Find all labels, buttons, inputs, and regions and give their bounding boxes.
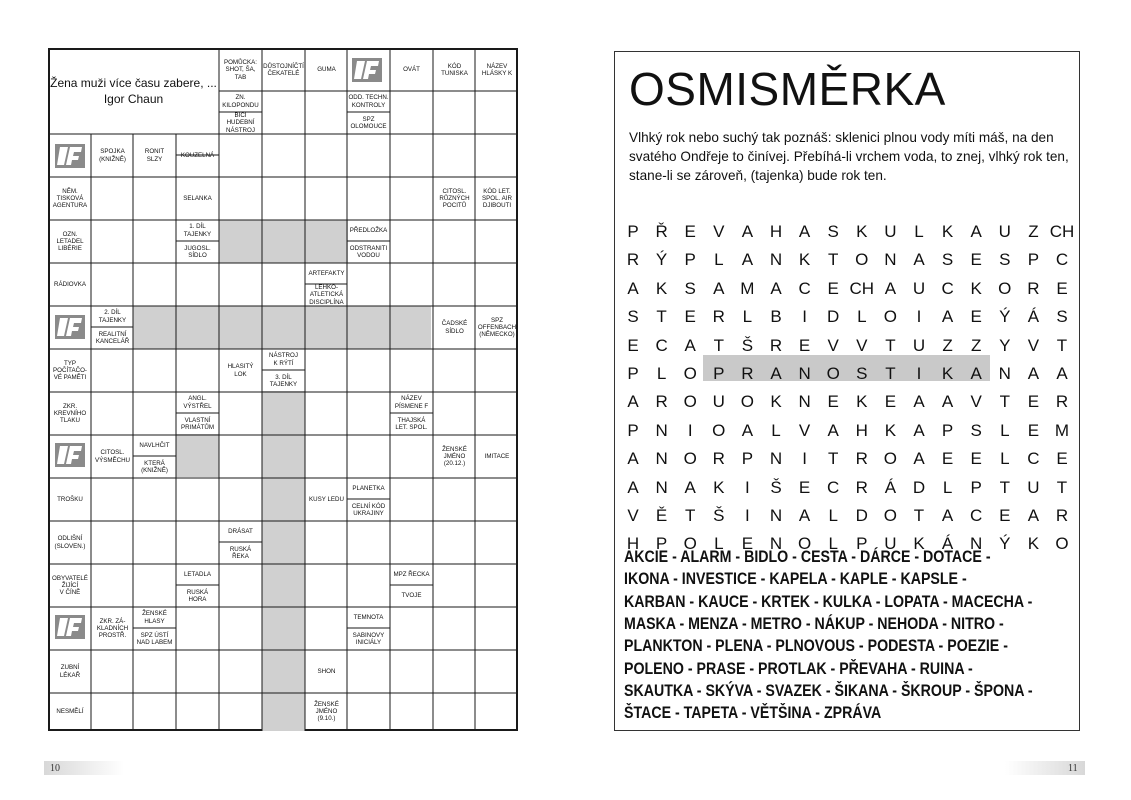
clue-cell: LEHKO- ATLETICKÁ DISCIPLÍNA <box>309 284 344 306</box>
grid-letter: I <box>802 449 807 469</box>
grid-letter: L <box>714 534 724 554</box>
grid-letter: A <box>627 449 639 469</box>
grid-letter: S <box>999 250 1011 270</box>
grid-letter: N <box>798 392 811 412</box>
clue-cell: THAJSKÁ LET. SPOL. <box>395 416 428 431</box>
clue-cell: TYP POČÍTAČO- VÉ PAMĚTI <box>53 359 87 382</box>
clue-cell: DŮSTOJNÍČTÍ ČEKATELÉ <box>263 62 304 77</box>
grid-letter: A <box>941 506 954 525</box>
clue-cell: NÁZEV HLÁSKY K <box>481 62 513 77</box>
grid-letter: Š <box>713 506 725 525</box>
grid-letter: N <box>769 449 783 469</box>
grid-letter: U <box>912 278 926 298</box>
grid-letter: A <box>770 278 782 298</box>
page-title: OSMISMĚRKA <box>629 63 946 115</box>
clue-cell: SPZ OFFENBACH (NĚMECKO) <box>477 316 517 339</box>
grid-letter: A <box>1027 506 1040 525</box>
grid-letter: A <box>741 420 754 440</box>
clue-cell: NÁSTROJ K RÝTÍ <box>269 352 298 367</box>
grid-letter: Z <box>970 335 982 355</box>
grid-letter: P <box>713 364 725 383</box>
clue-cell: ARTEFAKTY <box>308 269 345 277</box>
grid-letter: D <box>827 307 840 327</box>
grid-letter: A <box>627 477 639 497</box>
grid-letter: L <box>771 420 781 440</box>
clue-cell: SHON <box>317 667 336 675</box>
grid-letter: R <box>855 449 868 469</box>
grid-letter: A <box>684 335 696 355</box>
word-list-line: MASKA - MENZA - METRO - NÁKUP - NEHODA - NITRO - <box>624 614 1004 633</box>
grid-letter: T <box>913 506 925 525</box>
grid-letter: C <box>1055 250 1069 270</box>
grid-letter: A <box>741 222 754 241</box>
grid-letter: R <box>626 250 640 270</box>
grid-letter: O <box>797 534 812 554</box>
clue-cell: VLASTNÍ PRIMÁTŮM <box>181 416 214 431</box>
clue-cell: POMŮCKA: SHOT, ŠA, TAB <box>223 59 257 81</box>
clue-cell: ŽENSKÉ JMÉNO (9.10.) <box>314 700 339 723</box>
clue-cell: SPZ ÚSTÍ NAD LABEM <box>136 631 173 646</box>
grid-letter: E <box>627 335 639 355</box>
word-list-line: KARBAN - KAUCE - KRTEK - KULKA - LOPATA - MACECHA - <box>624 592 1033 611</box>
clue-cell: TEMNOTA <box>353 613 384 621</box>
grid-letter: E <box>1056 278 1068 298</box>
clue-cell: TROŠKU <box>57 495 83 503</box>
clue-cell: MPZ ŘECKA <box>393 570 430 578</box>
clue-cell: ŽENSKÉ HLASY <box>142 610 167 625</box>
grid-letter: C <box>827 477 840 497</box>
clue-cell: CITOSL. RŮZNÝCH POCITŮ <box>439 187 470 210</box>
grid-letter: U <box>712 392 725 412</box>
grid-letter: R <box>1027 278 1040 298</box>
grid-letter: D <box>855 506 868 525</box>
clue-cell: 3. DÍL TAJENKY <box>269 373 298 388</box>
grid-letter: O <box>1055 534 1069 554</box>
puzzle-clue: Vlhký rok nebo suchý tak poznáš: sklenici plnou vody míti máš, na den svatého Ondřeje to činívej. Přebíhá-li vrchem voda, to znej, vlhký rok ten, stane-li se zároveň, (tajenka) bude rok ten. <box>629 130 1069 183</box>
grid-letter: U <box>998 222 1011 241</box>
clue-cell: SELANKA <box>183 194 212 202</box>
grid-letter: P <box>684 250 696 270</box>
word-list-line: ŠTACE - TAPETA - VĚTŠINA - ZPRÁVA <box>624 704 882 723</box>
clue-cell: OZN. LETADEL LIBÉRIE <box>56 230 84 253</box>
grid-letter: A <box>627 392 639 412</box>
grid-letter: U <box>884 222 897 241</box>
grid-letter: P <box>1027 250 1040 270</box>
grid-letter: CH <box>849 278 875 298</box>
grid-letter: H <box>626 534 640 554</box>
grid-letter: Ý <box>999 534 1011 554</box>
clue-cell: OBYVATELÉ ŽIJÍCÍ V ČÍNĚ <box>52 574 88 597</box>
grid-letter: N <box>769 534 783 554</box>
grid-letter: A <box>913 392 925 412</box>
grid-letter: E <box>1056 449 1068 469</box>
grid-letter: O <box>883 449 897 469</box>
grid-letter: L <box>1000 420 1010 440</box>
grid-letter: A <box>627 278 639 298</box>
grid-letter: O <box>740 392 754 412</box>
grid-letter: K <box>941 364 954 383</box>
grid-letter: Á <box>1027 307 1040 327</box>
grid-letter: S <box>970 420 982 440</box>
clue-cell: LETADLA <box>183 570 212 578</box>
grid-letter: E <box>798 477 811 497</box>
grid-letter: P <box>627 222 639 241</box>
grid-letter: T <box>827 449 839 469</box>
grid-letter: A <box>798 506 811 525</box>
grid-letter: C <box>1027 449 1040 469</box>
grid-letter: E <box>999 506 1011 525</box>
clue-cell: PŘEDLOŽKA <box>349 226 388 234</box>
grid-letter: M <box>1054 420 1070 440</box>
grid-letter: P <box>627 420 639 440</box>
grid-letter: V <box>856 335 868 355</box>
grid-letter: Á <box>884 477 897 497</box>
clue-cell: NĚM. TISKOVÁ AGENTURA <box>52 187 88 210</box>
grid-letter: A <box>884 278 897 298</box>
grid-letter: K <box>970 278 982 298</box>
grid-letter: Ě <box>655 506 668 525</box>
grid-letter: H <box>855 420 868 440</box>
grid-letter: N <box>655 420 668 440</box>
grid-letter: K <box>1027 534 1040 554</box>
grid-letter: N <box>998 364 1011 383</box>
grid-letter: A <box>941 392 954 412</box>
word-list-line: POLENO - PRASE - PROTLAK - PŘEVAHA - RUINA - <box>624 659 973 678</box>
grid-letter: Š <box>741 335 754 355</box>
grid-letter: P <box>856 534 868 554</box>
word-list-line: SKAUTKA - SKÝVA - SVAZEK - ŠIKANA - ŠKROUP - ŠPONA - <box>624 681 1033 700</box>
grid-letter: P <box>970 477 982 497</box>
clue-cell: PLANETKA <box>352 484 385 492</box>
grid-letter: R <box>1055 392 1069 412</box>
grid-letter: K <box>798 250 811 270</box>
clue-cell: ODD. TECHN. KONTROLY <box>348 94 389 109</box>
grid-letter: S <box>627 307 639 327</box>
grid-letter: U <box>912 335 926 355</box>
grid-letter: A <box>913 449 925 469</box>
clue-cell: KÓD LET. SPOL. AIR DJIBOUTI <box>482 187 512 210</box>
grid-letter: I <box>745 506 750 525</box>
clue-cell: ZKR. KREVNÍHO TLAKU <box>53 402 87 425</box>
grid-letter: C <box>798 278 811 298</box>
grid-letter: T <box>999 477 1010 497</box>
grid-letter: Ý <box>999 307 1011 327</box>
grid-letter: K <box>913 534 925 554</box>
grid-letter: O <box>683 392 697 412</box>
word-list-line: AKCIE - ALARM - BIDLO - CESTA - DÁRCE - DOTACE - <box>624 548 991 566</box>
grid-letter: Ý <box>655 250 668 270</box>
grid-letter: I <box>916 364 922 383</box>
grid-letter: S <box>941 250 954 270</box>
grid-letter: R <box>712 449 725 469</box>
clue-cell: SABINOVY INICIÁLY <box>352 631 385 646</box>
grid-letter: O <box>683 364 697 383</box>
grid-letter: Z <box>1028 222 1039 241</box>
grid-letter: T <box>999 392 1010 412</box>
grid-letter: E <box>970 449 982 469</box>
grid-letter: S <box>684 278 696 298</box>
grid-letter: O <box>712 420 726 440</box>
grid-letter: O <box>883 307 897 327</box>
grid-letter: E <box>827 278 839 298</box>
clue-cell: ODLIŠNÍ (SLOVEN.) <box>54 535 86 550</box>
grid-letter: O <box>855 250 869 270</box>
grid-letter: Z <box>942 335 953 355</box>
grid-letter: A <box>913 420 925 440</box>
clue-cell: OVÁT <box>403 66 420 74</box>
clue-cell: KOUZELNÁ <box>180 151 215 159</box>
grid-letter: M <box>740 278 755 298</box>
grid-letter: T <box>713 335 724 355</box>
grid-letter: E <box>741 534 754 554</box>
grid-letter: V <box>713 222 725 241</box>
grid-letter: K <box>770 392 782 412</box>
grid-letter: L <box>914 222 924 241</box>
grid-letter: A <box>970 364 982 383</box>
grid-letter: O <box>826 364 840 383</box>
grid-letter: A <box>1027 364 1040 383</box>
grid-letter: K <box>655 278 668 298</box>
logo-icon <box>52 440 88 470</box>
grid-letter: Š <box>770 477 782 497</box>
grid-letter: V <box>1027 335 1040 355</box>
clue-cell: RUSKÁ HORA <box>186 588 209 603</box>
grid-letter: L <box>742 307 753 327</box>
clue-cell: ZKR. ZÁ- KLADNÍCH PROSTŘ. <box>96 617 129 640</box>
clue-cell: SPZ OLOMOUCE <box>350 115 387 130</box>
clue-cell: 1. DÍL TAJENKY <box>183 223 212 238</box>
clue-cell: DRÁSAT <box>228 527 253 535</box>
clue-cell: CITOSL. VÝSMĚCHU <box>94 449 131 464</box>
word-list-line: PLANKTON - PLENA - PLNOVOUS - PODESTA - POEZIE - <box>624 637 1008 656</box>
clue-cell: ŽENSKÉ JMÉNO (20.12.) <box>442 445 467 468</box>
grid-letter: V <box>798 420 811 440</box>
grid-letter: A <box>798 222 811 241</box>
clue-cell: RÁDIOVKA <box>54 280 86 288</box>
clue-cell: NAVLHČIT <box>139 441 170 449</box>
grid-letter: I <box>916 307 922 327</box>
clue-cell: ZUBNÍ LÉKAŘ <box>59 664 81 679</box>
grid-letter: S <box>1056 307 1068 327</box>
clue-cell: ČADSKÉ SÍDLO <box>441 320 468 335</box>
clue-cell: NÁZEV PÍSMENE F <box>394 395 429 410</box>
grid-letter: E <box>941 449 954 469</box>
grid-letter: L <box>942 477 953 497</box>
logo-icon <box>52 612 88 642</box>
grid-letter: E <box>970 250 982 270</box>
grid-letter: P <box>741 449 754 469</box>
clue-cell: KÓD TUNISKA <box>441 62 468 77</box>
grid-letter: L <box>828 534 838 554</box>
grid-letter: H <box>769 222 783 241</box>
grid-letter: A <box>770 364 782 383</box>
clue-cell: JUGOSL. SÍDLO <box>184 244 211 259</box>
grid-letter: L <box>828 506 838 525</box>
grid-letter: N <box>970 534 983 554</box>
grid-letter: A <box>741 250 754 270</box>
clue-cell: CELNÍ KÓD UKRAJINY <box>351 502 386 517</box>
grid-letter: E <box>1027 420 1040 440</box>
grid-letter: Á <box>941 534 954 554</box>
clue-cell: ANGL. VÝSTŘEL <box>183 395 212 410</box>
grid-letter: L <box>714 250 724 270</box>
grid-letter: V <box>827 335 839 355</box>
grid-letter: O <box>998 278 1012 298</box>
grid-letter: U <box>884 534 897 554</box>
grid-letter: R <box>655 392 668 412</box>
grid-letter: C <box>970 506 983 525</box>
grid-letter: P <box>941 420 954 440</box>
grid-letter: A <box>827 420 839 440</box>
grid-letter: C <box>655 335 668 355</box>
grid-letter: N <box>798 364 811 383</box>
grid-letter: L <box>857 307 867 327</box>
page-number-right: 11 <box>1068 763 1078 774</box>
grid-letter: S <box>856 364 868 383</box>
grid-letter: O <box>683 534 697 554</box>
clue-cell: IMITACE <box>484 452 510 460</box>
grid-letter: T <box>827 250 839 270</box>
clue-cell: SPOJKA (KNIŽNĚ) <box>99 148 126 163</box>
grid-letter: N <box>769 250 783 270</box>
grid-letter: N <box>655 477 668 497</box>
clue-cell: RONIT SLZY <box>144 148 165 163</box>
grid-letter: R <box>855 477 868 497</box>
clue-cell: TVOJE <box>401 592 422 600</box>
grid-letter: I <box>802 307 807 327</box>
grid-letter: T <box>885 335 896 355</box>
word-list-line: IKONA - INVESTICE - KAPELA - KAPLE - KAPSLE - <box>624 570 967 589</box>
clue-cell: KUSY LEDU <box>309 495 344 503</box>
grid-letter: D <box>912 477 926 497</box>
grid-letter: T <box>1056 335 1068 355</box>
grid-letter: E <box>684 222 696 241</box>
clue-cell: HLASITÝ LOK <box>227 363 254 378</box>
grid-letter: A <box>941 307 954 327</box>
grid-letter: A <box>913 250 925 270</box>
grid-letter: E <box>970 307 982 327</box>
grid-letter: A <box>1056 364 1068 383</box>
clue-cell: NESMĚLÍ <box>56 707 84 715</box>
grid-letter: L <box>656 364 667 383</box>
grid-letter: P <box>655 534 668 554</box>
grid-letter: Ř <box>655 222 668 241</box>
grid-letter: N <box>655 449 668 469</box>
grid-letter: Y <box>999 335 1011 355</box>
clue-cell: BICÍ HUDEBNÍ NÁSTROJ <box>226 112 255 134</box>
grid-letter: N <box>769 506 783 525</box>
grid-letter: K <box>856 392 868 412</box>
grid-letter: I <box>745 477 750 497</box>
clue-cell: 2. DÍL TAJENKY <box>98 309 127 324</box>
grid-letter: K <box>941 222 954 241</box>
grid-letter: B <box>770 307 782 327</box>
grid-letter: E <box>798 335 811 355</box>
logo-icon <box>52 312 88 342</box>
crossword-title-clue: Žena muži více času zabere, ... Igor Chaun <box>50 75 217 106</box>
grid-letter: U <box>1027 477 1040 497</box>
logo-icon <box>52 141 88 171</box>
grid-letter: R <box>741 364 754 383</box>
clue-cell: ODSTRANITI VODOU <box>349 244 388 259</box>
clue-cell: KTERÁ (KNIŽNĚ) <box>141 459 168 474</box>
grid-letter: E <box>1027 392 1040 412</box>
grid-letter: A <box>684 477 696 497</box>
grid-letter: E <box>884 392 897 412</box>
grid-letter: V <box>627 506 639 525</box>
grid-letter: K <box>856 222 868 241</box>
logo-icon <box>349 55 385 85</box>
grid-letter: CH <box>1049 222 1075 241</box>
clue-cell: ZN. KILOPONDU <box>222 94 259 109</box>
grid-letter: R <box>1055 506 1069 525</box>
grid-letter: E <box>684 307 696 327</box>
grid-letter: V <box>970 392 982 412</box>
grid-letter: R <box>769 335 783 355</box>
clue-cell: RUSKÁ ŘEKA <box>229 545 252 560</box>
grid-letter: I <box>687 420 693 440</box>
grid-letter: P <box>627 364 639 383</box>
grid-letter: E <box>827 392 839 412</box>
grid-letter: T <box>656 307 667 327</box>
grid-letter: L <box>1000 449 1010 469</box>
grid-letter: O <box>883 506 897 525</box>
grid-letter: S <box>827 222 839 241</box>
grid-letter: A <box>970 222 982 241</box>
grid-letter: T <box>1056 477 1068 497</box>
page-number-left: 10 <box>50 763 60 774</box>
grid-letter: A <box>713 278 725 298</box>
grid-letter: T <box>885 364 896 383</box>
grid-letter: T <box>684 506 696 525</box>
grid-letter: C <box>941 278 954 298</box>
grid-letter: K <box>884 420 897 440</box>
grid-letter: K <box>713 477 725 497</box>
clue-cell: GUMA <box>317 66 336 74</box>
clue-cell: REALITNÍ KANCELÁŘ <box>95 330 130 345</box>
grid-letter: N <box>884 250 897 270</box>
grid-letter: R <box>712 307 725 327</box>
grid-letter: O <box>683 449 697 469</box>
